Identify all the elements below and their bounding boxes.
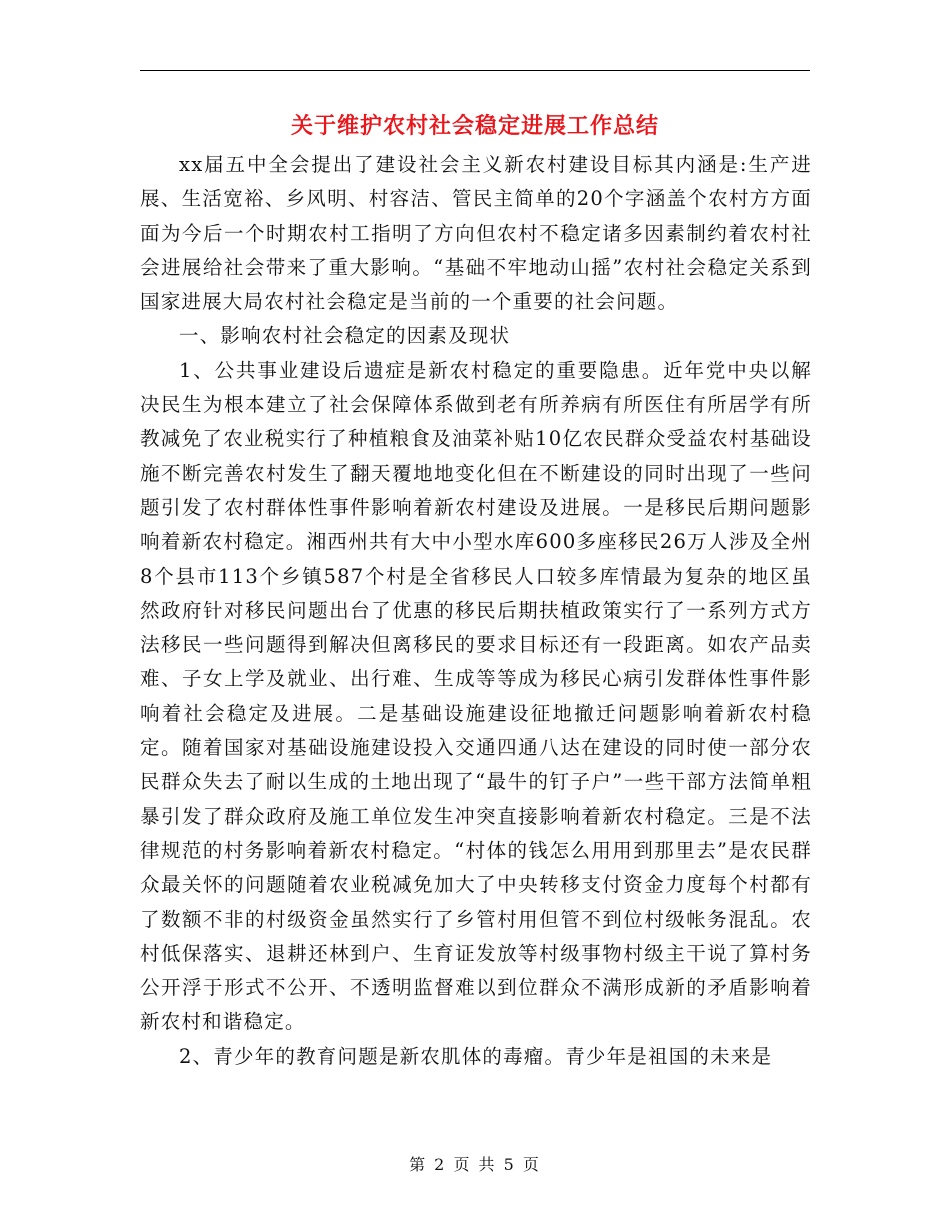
paragraph-point-2: 2、青少年的教育问题是新农肌体的毒瘤。青少年是祖国的未来是 <box>179 1044 773 1068</box>
section-heading: 一、影响农村社会稳定的因素及现状 <box>179 324 511 348</box>
paragraph-intro: xx届五中全会提出了建设社会主义新农村建设目标其内涵是:生产进展、生活宽裕、乡风明、村容洁、管民主简单的20个字涵盖个农村方方面面为今后一个时期农村工指明了方向但农村不稳定诸多因素制约着农村社会进展给社会带来了重大影响。“基础不牢地动山摇”农村社会稳定关系到国家进展大局农村社会稳定是当前的一个重要的社会问题。 <box>140 153 812 314</box>
header-rule <box>140 70 810 71</box>
paragraph-point-1: 1、公共事业建设后遗症是新农村稳定的重要隐患。近年党中央以解决民生为根本建立了社会保障体系做到老有所养病有所医住有所居学有所教减免了农业税实行了种植粮食及油菜补贴10亿农民群众受益农村基础设施不断完善农村发生了翻天覆地地变化但在不断建设的同时出现了一些问题引发了农村群体性事件影响着新农村建设及进展。一是移民后期问题影响着新农村稳定。湘西州共有大中小型水库600多座移民26万人涉及全州8个县市113个乡镇587个村是全省移民人口较多库情最为复杂的地区虽然政府针对移民问题出台了优惠的移民后期扶植政策实行了一系列方式方法移民一些问题得到解决但离移民的要求目标还有一段距离。如农产品卖难、子女上学及就业、出行难、生成等等成为移民心病引发群体性事件影响着社会稳定及进展。二是基础设施建设征地撤迁问题影响着新农村稳定。随着国家对基础设施建设投入交通四通八达在建设的同时使一部分农民群众失去了耐以生成的土地出现了“最牛的钉子户”一些干部方法简单粗暴引发了群众政府及施工单位发生冲突直接影响着新农村稳定。三是不法律规范的村务影响着新农村稳定。“村体的钱怎么用用到那里去”是农民群众最关怀的问题随着农业税减免加大了中央转移支付资金力度每个村都有了数额不非的村级资金虽然实行了乡管村用但管不到位村级帐务混乱。农村低保落实、退耕还林到户、生育证发放等村级事物村级主干说了算村务公开浮于形式不公开、不透明监督难以到位群众不满形成新的矛盾影响着新农村和谐稳定。 <box>140 358 812 1034</box>
page-number: 第 2 页 共 5 页 <box>409 1155 541 1174</box>
document-body <box>140 148 812 1074</box>
document-title: 关于维护农村社会稳定进展工作总结 <box>290 113 659 139</box>
